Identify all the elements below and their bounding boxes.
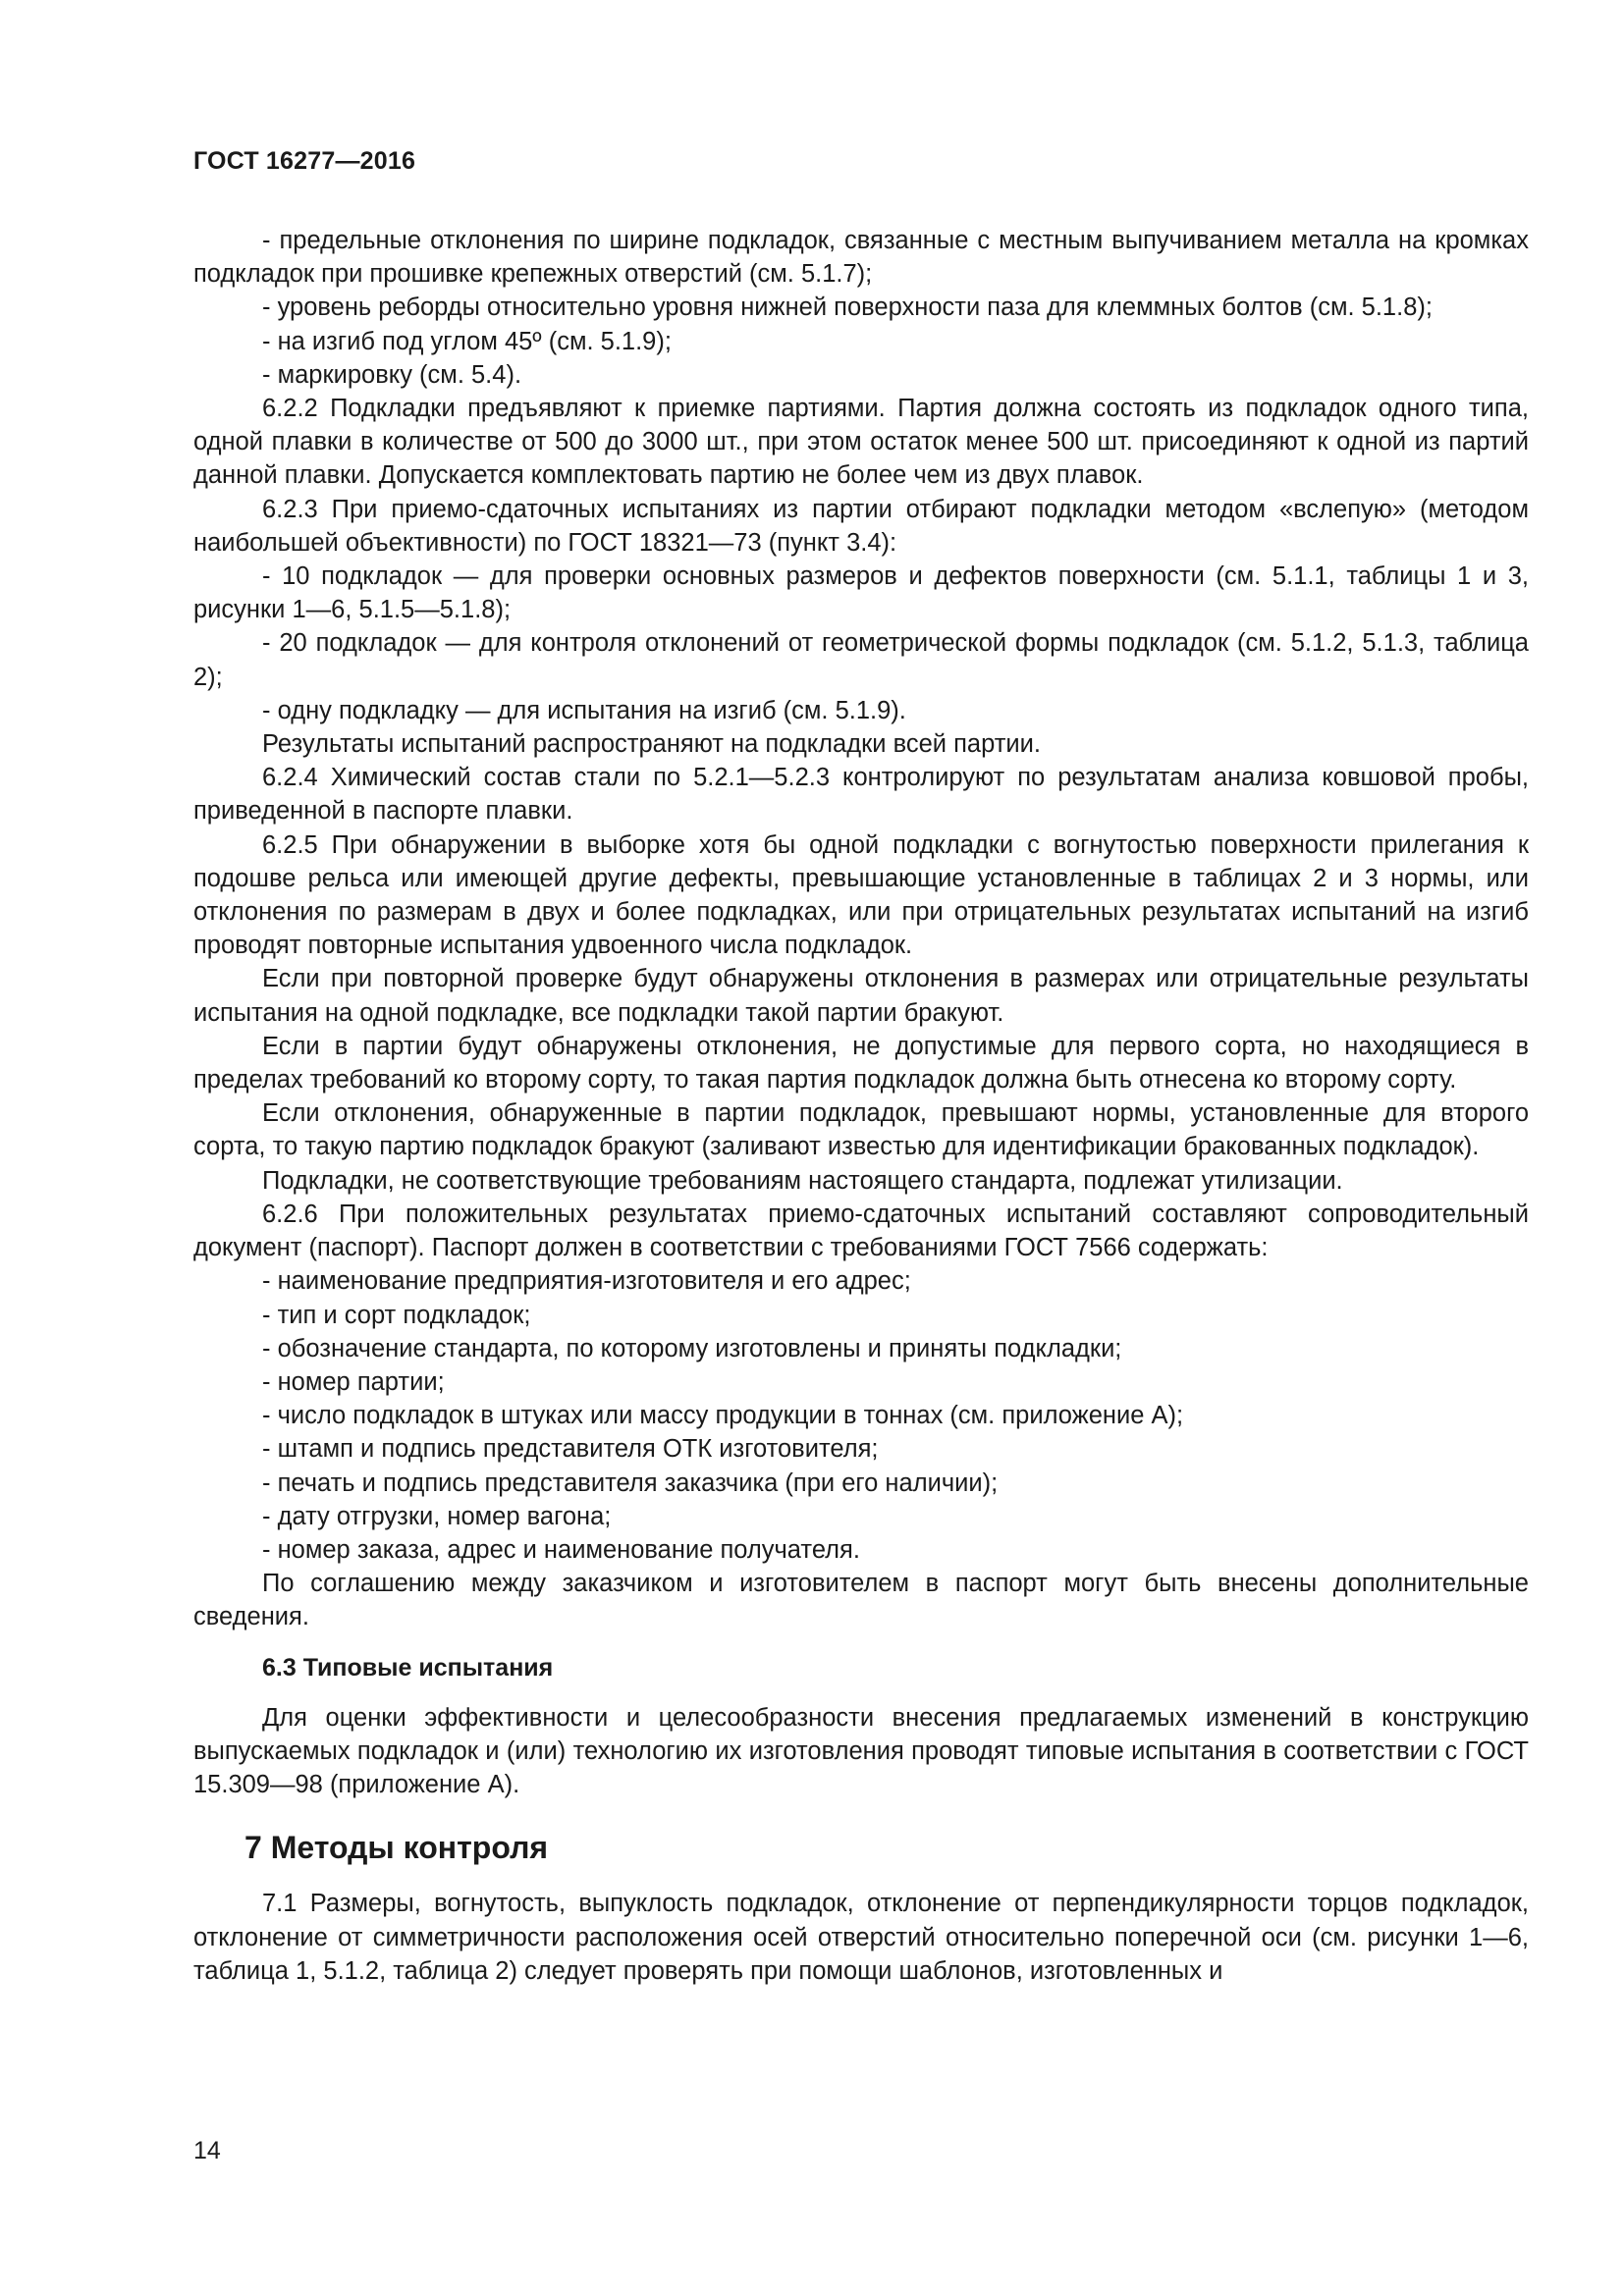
list-item: - наименование предприятия-изготовителя и его адрес; xyxy=(262,1267,911,1296)
document-header: ГОСТ 16277—2016 xyxy=(193,147,416,175)
paragraph: Если отклонения, обнаруженные в партии подкладок, превышают нормы, установленные для второго сорта, то такую партию подкладок бракуют (заливают известью для идентификации бракованных подкладок). xyxy=(193,1099,1529,1161)
list-item: - печать и подпись представителя заказчика (при его наличии); xyxy=(262,1468,999,1497)
clause-6-2-6: 6.2.6 При положительных результатах приемо-сдаточных испытаний составляют сопроводительный документ (паспорт). Паспорт должен в соответствии с требованиями ГОСТ 7566 содержать: xyxy=(193,1200,1529,1262)
paragraph: Если в партии будут обнаружены отклонения, не допустимые для первого сорта, но находящиеся в пределах требований ко второму сорту, то такая партия подкладок должна быть отнесена ко второму сорту. xyxy=(193,1032,1529,1095)
section-title: 7 Методы контроля xyxy=(244,1830,549,1866)
list-item: - 10 подкладок — для проверки основных размеров и дефектов поверхности (см. 5.1.1, таблицы 1 и 3, рисунки 1—6, 5.1.5—5.1.8); xyxy=(193,562,1529,624)
list-item: - предельные отклонения по ширине подкладок, связанные с местным выпучиванием металла на кромках подкладок при прошивке крепежных отверстий (см. 5.1.7); xyxy=(193,227,1529,289)
clause-6-2-5: 6.2.5 При обнаружении в выборке хотя бы одной подкладки с вогнутостью поверхности прилегания к подошве рельса или имеющей другие дефекты, превышающие установленные в таблицах 2 и 3 нормы, или отклонения по размерам в двух и более подкладках, или при отрицательных результатах испытаний на изгиб проводят повторные испытания удвоенного числа подкладок. xyxy=(193,830,1529,960)
clause-7-1: 7.1 Размеры, вогнутость, выпуклость подкладок, отклонение от перпендикулярности торцов подкладок, отклонение от симметричности расположения осей отверстий относительно поперечной оси (см. рисунки 1—6, таблица 1, 5.1.2, таблица 2) следует проверять при помощи шаблонов, изготовленных и xyxy=(193,1890,1529,1985)
clause-6-2-4: 6.2.4 Химический состав стали по 5.2.1—5.2.3 контролируют по результатам анализа ковшовой пробы, приведенной в паспорте плавки. xyxy=(193,764,1529,826)
paragraph: Если при повторной проверке будут обнаружены отклонения в размерах или отрицательные результаты испытания на одной подкладке, все подкладки такой партии бракуют. xyxy=(193,965,1529,1027)
list-item: - уровень реборды относительно уровня нижней поверхности паза для клеммных болтов (см. 5.1.8); xyxy=(262,294,1433,322)
list-item: - число подкладок в штуках или массу продукции в тоннах (см. приложение А); xyxy=(262,1402,1184,1430)
clause-6-2-3: 6.2.3 При приемо-сдаточных испытаниях из партии отбирают подкладки методом «вслепую» (методом наибольшей объективности) по ГОСТ 18321—73 (пункт 3.4): xyxy=(193,495,1529,557)
list-item: - номер заказа, адрес и наименование получателя. xyxy=(262,1535,860,1564)
paragraph: Результаты испытаний распространяют на подкладки всей партии. xyxy=(262,730,1041,759)
list-item: - маркировку (см. 5.4). xyxy=(262,360,522,389)
list-item: - обозначение стандарта, по которому изготовлены и приняты подкладки; xyxy=(262,1334,1122,1362)
list-item: - на изгиб под углом 45º (см. 5.1.9); xyxy=(262,327,672,355)
list-item: - дату отгрузки, номер вагона; xyxy=(262,1502,612,1530)
list-item: - тип и сорт подкладок; xyxy=(262,1301,531,1329)
page-number: 14 xyxy=(193,2137,221,2164)
document-body xyxy=(193,224,1529,1988)
subsection-title: 6.3 Типовые испытания xyxy=(262,1653,554,1682)
list-item: - штамп и подпись представителя ОТК изготовителя; xyxy=(262,1435,879,1464)
paragraph: Подкладки, не соответствующие требованиям настоящего стандарта, подлежат утилизации. xyxy=(262,1166,1343,1195)
subsection-text: Для оценки эффективности и целесообразности внесения предлагаемых изменений в конструкцию выпускаемых подкладок и (или) технологию их изготовления проводят типовые испытания в соответствии с ГОСТ 15.309—98 (приложение А). xyxy=(193,1703,1529,1799)
list-item: - номер партии; xyxy=(262,1367,445,1396)
list-item: - одну подкладку — для испытания на изгиб (см. 5.1.9). xyxy=(262,696,906,724)
clause-6-2-2: 6.2.2 Подкладки предъявляют к приемке партиями. Партия должна состоять из подкладок одного типа, одной плавки в количестве от 500 до 3000 шт., при этом остаток менее 500 шт. присоединяют к одной из партий данной плавки. Допускается комплектовать партию не более чем из двух плавок. xyxy=(193,395,1529,490)
list-item: - 20 подкладок — для контроля отклонений от геометрической формы подкладок (см. 5.1.2, 5.1.3, таблица 2); xyxy=(193,629,1529,691)
paragraph: По соглашению между заказчиком и изготовителем в паспорт могут быть внесены дополнительные сведения. xyxy=(193,1570,1529,1631)
